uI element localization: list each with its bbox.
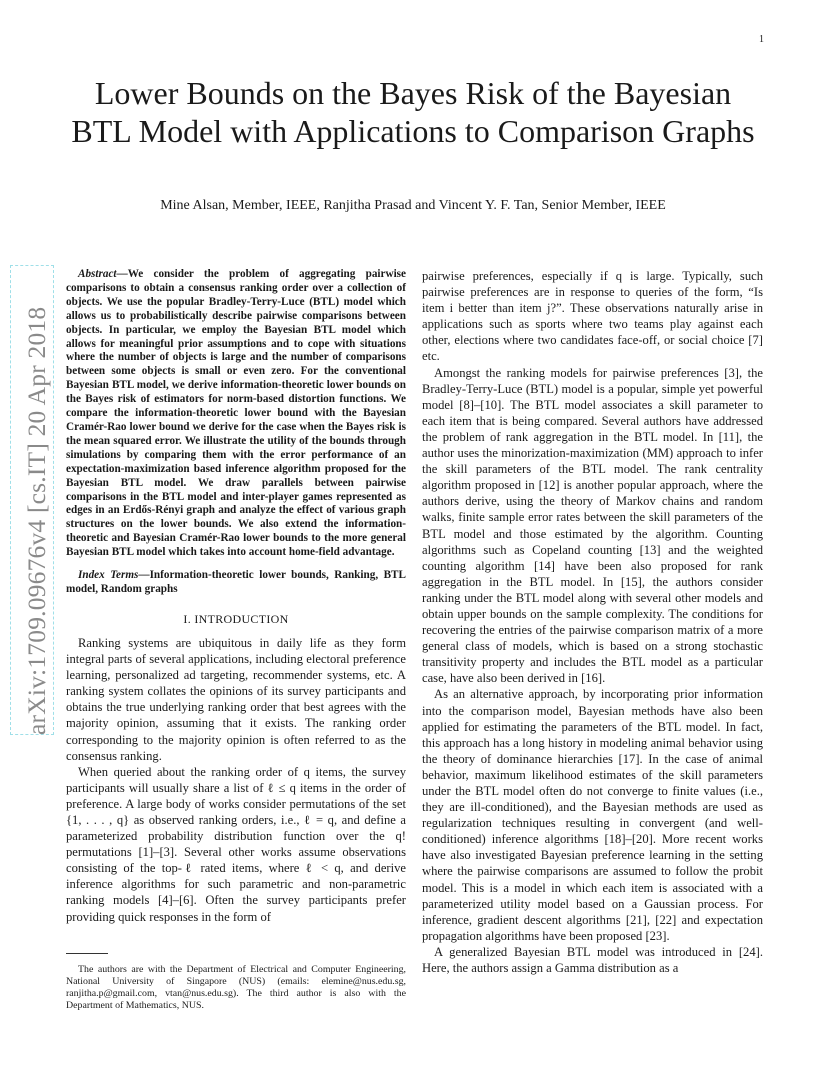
index-terms-text: —Information-theoretic lower bounds, Ranking, BTL model, Random graphs — [66, 569, 406, 595]
body-paragraph: pairwise preferences, especially if q is large. Typically, such pairwise preferences are in response to queries of the form, “Is item i better than item j?”. These observations naturally arise in applications such as sports where two teams play against each other, elections where two candidates face-off, or social choice [7] etc. — [422, 269, 763, 364]
intro-paragraph: When queried about the ranking order of q items, the survey participants will usually share a list of ℓ ≤ q items in the order of preference. A large body of works consider permutations of the set {1, . . . , q} as observed ranking orders, i.e., ℓ = q, and define a parameterized probability distribution function over the q! permutations [1]–[3]. Several other works assume observations consisting of the top-ℓ rated items, where ℓ < q, and derive inference algorithms for such parametric and non-parametric ranking models [4]–[6]. Often the survey participants prefer providing quick responses in the form of — [66, 764, 406, 924]
body-paragraph: Amongst the ranking models for pairwise preferences [3], the Bradley-Terry-Luce (BTL) model is a popular, simple yet powerful model [8]–[10]. The BTL model associates a skill parameter to each item that is being compared. Several authors have addressed the problem of rank aggregation in the BTL model. In [11], the author uses the minorization-maximization (MM) approach to infer the skill parameters of the BTL model. The rank centrality algorithm proposed in [12] is another popular approach, where the authors derive, using the theory of Markov chains and random walks, finite sample error rates between the skill parameters of the BTL model and those estimated by the algorithm. Counting algorithms such as Copeland counting [13] and the weighted counting algorithm [14] have been also proposed for rank aggregation in the BTL model. In [15], the authors consider ranking under the BTL model along with several other models and obtain upper bounds on the sample complexity. The conditions for recovering the entries of the pairwise comparison matrix of a more general class of models, which is based on a strong stochastic transitivity property and includes the BTL model as a particular case, have also been derived in [16]. — [422, 365, 763, 686]
paper-title: Lower Bounds on the Bayes Risk of the Bayesian BTL Model with Applications to Comparison Graphs — [71, 75, 755, 149]
arxiv-identifier: arXiv:1709.09676v4 [cs.IT] 20 Apr 2018 — [22, 306, 51, 735]
footnote-divider — [66, 953, 108, 954]
intro-paragraph: Ranking systems are ubiquitous in daily life as they form integral parts of several applications, including electoral preference learning, personalized ad targeting, recommender systems, etc. A ranking system collates the opinions of its survey participants and obtains the true underlying ranking order that best agrees with the majority opinion, assuming that it exists. The ranking order corresponding to the majority opinion is often referred to as the consensus ranking. — [66, 635, 406, 763]
index-terms-lead: Index Terms — [78, 569, 139, 582]
page-number: 1 — [759, 34, 764, 45]
body-paragraph: A generalized Bayesian BTL model was introduced in [24]. Here, the authors assign a Gamma distribution as a — [422, 944, 763, 976]
body-paragraph: As an alternative approach, by incorporating prior information into the comparison model, Bayesian methods have also been applied for estimating the parameters of the BTL model. In fact, this approach has a long history in modeling animal behavior using the theory of dominance hierarchies [17]. In the case of animal behavior, maximum likelihood estimates of the skill parameters under the BTL model often do not converge to finite values (i.e., they are ill-conditioned), and the Bayesian methods are used as regularization techniques resulting in convergent (and well-conditioned) inference algorithms [18]–[20]. More recent works have also investigated Bayesian preference learning in the setting where the pairwise comparisons are assumed to follow the probit model. This is a model in which each item is associated with a parameterized utility model based on a Gaussian process. For inference, gradient descent algorithms [21], [22] and expectation propagation algorithms have been proposed [23]. — [422, 687, 763, 943]
author-list: Mine Alsan, Member, IEEE, Ranjitha Prasad and Vincent Y. F. Tan, Senior Member, IEEE — [160, 198, 666, 213]
left-column — [66, 268, 406, 925]
author-affiliation-footnote: The authors are with the Department of Electrical and Computer Engineering, National University of Singapore (NUS) (emails: elemine@nus.edu.sg, ranjitha.p@gmail.com, vtan@nus.edu.sg). The third author is also with the Department of Mathematics, NUS. — [66, 964, 406, 1012]
abstract — [66, 268, 406, 560]
abstract-text: —We consider the problem of aggregating pairwise comparisons to obtain a consensus ranking order over a collection of objects. We use the popular Bradley-Terry-Luce (BTL) model which allows us to probabilistically describe pairwise comparisons between objects. In particular, we employ the Bayesian BTL model which allows for meaningful prior assumptions and to cope with situations where the number of objects is large and the number of comparisons between some objects is small or even zero. For the conventional Bayesian BTL model, we derive information-theoretic lower bounds on the Bayes risk of estimators for norm-based distortion functions. We compare the information-theoretic lower bound with the Bayesian Cramér-Rao lower bound we derive for the case when the Bayes risk is the mean squared error. We illustrate the utility of the bounds through simulations by comparing them with the error performance of an expectation-maximization based inference algorithm proposed for the Bayesian BTL model. We draw parallels between pairwise comparisons in the BTL model and inter-player games represented as edges in an Erdős-Rényi graph and analyze the effect of various graph structures on the lower bounds. We also extend the information-theoretic and Bayesian Cramér-Rao lower bounds to the more general Bayesian BTL model which takes into account home-field advantage. — [66, 268, 406, 559]
index-terms — [66, 569, 406, 597]
right-column — [422, 268, 763, 976]
section-heading-introduction: I. INTRODUCTION — [183, 611, 289, 626]
abstract-lead: Abstract — [78, 268, 117, 280]
